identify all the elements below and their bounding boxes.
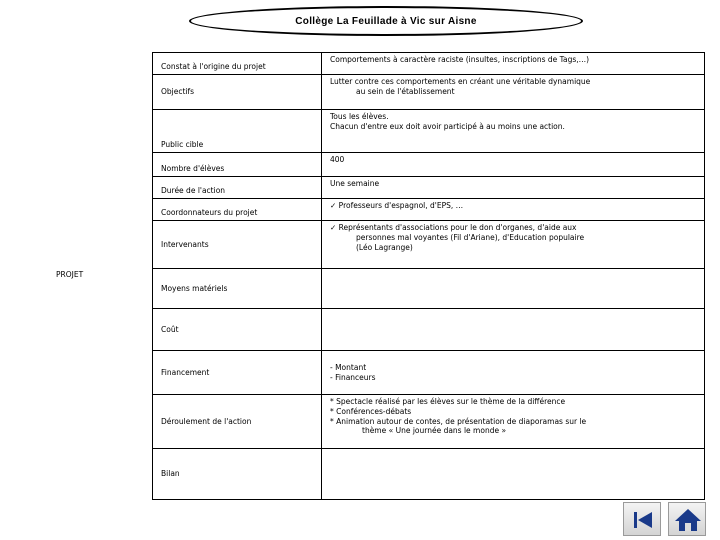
row-value <box>322 395 705 449</box>
row-label: Nombre d'élèves <box>153 153 322 177</box>
checkmark-icon: ✓ <box>330 201 339 210</box>
table-row <box>153 269 705 309</box>
row-value <box>322 309 705 351</box>
row-label: Bilan <box>153 449 322 500</box>
table-row <box>153 199 705 221</box>
row-value-line: Lutter contre ces comportements en créant une véritable dynamique <box>330 77 591 86</box>
page-title: Collège La Feuillade à Vic sur Aisne <box>189 6 583 36</box>
row-label: Déroulement de l'action <box>153 395 322 449</box>
table-row <box>153 53 705 75</box>
table-row <box>153 395 705 449</box>
row-label: Coordonnateurs du projet <box>153 199 322 221</box>
row-value-line: (Léo Lagrange) <box>356 242 413 252</box>
row-label: Objectifs <box>153 75 322 110</box>
home-icon <box>669 503 707 537</box>
row-value-line: Tous les élèves. <box>330 112 389 121</box>
table-row <box>153 153 705 177</box>
row-value-line: thème « Une journée dans le monde » <box>362 426 507 436</box>
row-value <box>322 153 705 177</box>
project-table <box>152 52 705 500</box>
table-row <box>153 221 705 269</box>
row-label: Moyens matériels <box>153 269 322 309</box>
row-value <box>322 199 705 221</box>
row-value-line: Une semaine <box>330 179 380 188</box>
row-value <box>322 53 705 75</box>
row-label: Constat à l'origine du projet <box>153 53 322 75</box>
row-value-line: Professeurs d'espagnol, d'EPS, … <box>338 201 464 210</box>
row-value <box>322 449 705 500</box>
row-value-line: Comportements à caractère raciste (insultes, inscriptions de Tags,…) <box>330 55 590 64</box>
row-value-line: - Montant <box>330 362 367 372</box>
first-page-icon <box>624 503 662 537</box>
row-value <box>322 110 705 153</box>
row-value-line: - Financeurs <box>330 372 376 382</box>
first-page-button[interactable] <box>623 502 661 536</box>
table-row <box>153 351 705 395</box>
row-value-line: au sein de l'établissement <box>356 86 455 96</box>
table-row <box>153 449 705 500</box>
row-value <box>322 75 705 110</box>
row-value-line: * Spectacle réalisé par les élèves sur le thème de la différence <box>330 397 566 406</box>
row-label: Coût <box>153 309 322 351</box>
row-value-line: Chacun d'entre eux doit avoir participé à au moins une action. <box>330 121 565 131</box>
checkmark-icon: ✓ <box>330 223 339 232</box>
table-row <box>153 177 705 199</box>
table-row <box>153 75 705 110</box>
row-label: Public cible <box>153 110 322 153</box>
row-label: Intervenants <box>153 221 322 269</box>
row-value-line: * Animation autour de contes, de présentation de diaporamas sur le <box>330 416 587 426</box>
row-value-line: personnes mal voyantes (Fil d'Ariane), d'Education populaire <box>356 232 585 242</box>
row-value <box>322 269 705 309</box>
row-value <box>322 177 705 199</box>
row-label: Financement <box>153 351 322 395</box>
row-value-line: * Conférences-débats <box>330 406 412 416</box>
home-button[interactable] <box>668 502 706 536</box>
row-value-line: 400 <box>330 155 345 164</box>
table-row <box>153 309 705 351</box>
table-row <box>153 110 705 153</box>
side-label-projet: PROJET <box>56 270 84 279</box>
row-label: Durée de l'action <box>153 177 322 199</box>
row-value <box>322 351 705 395</box>
row-value <box>322 221 705 269</box>
row-value-line: Représentants d'associations pour le don d'organes, d'aide aux <box>338 223 577 232</box>
